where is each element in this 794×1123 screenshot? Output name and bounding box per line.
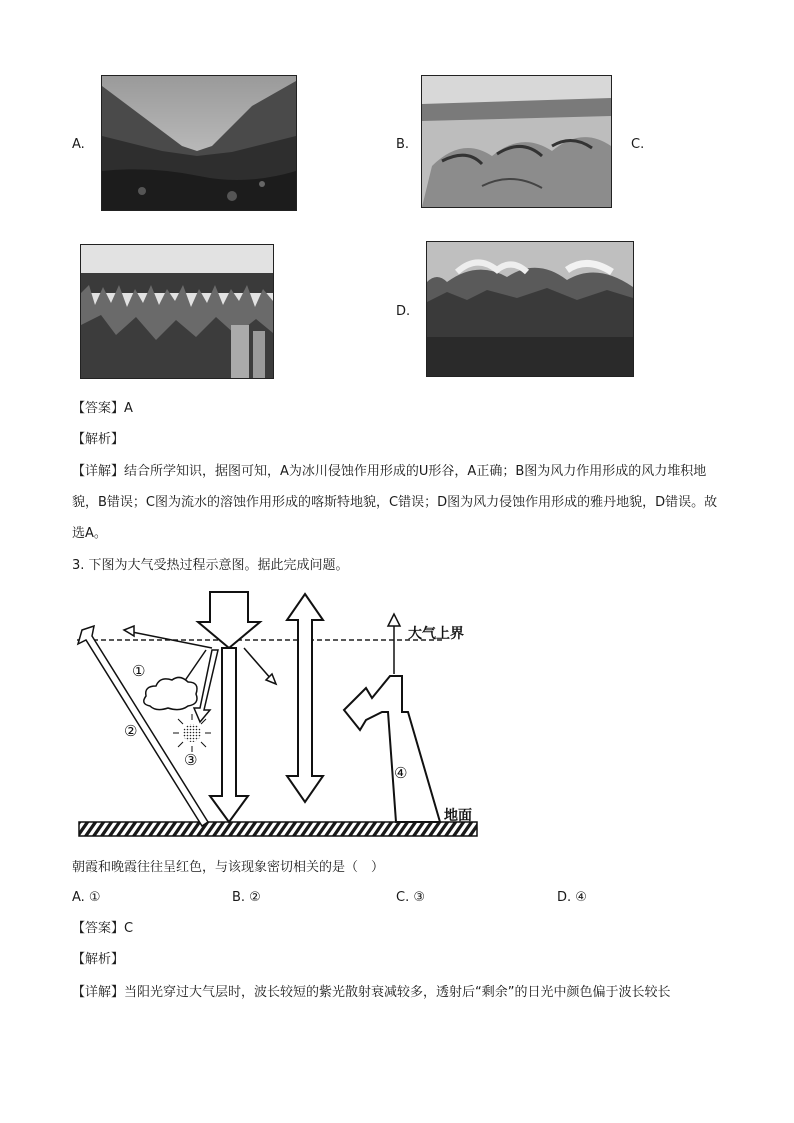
photo-karst	[80, 244, 274, 379]
label-num-1: ①	[132, 662, 146, 680]
analysis-tag-1: 【解析】	[72, 432, 125, 447]
detail-paragraph-1	[72, 456, 722, 549]
answer-tag: 【答案】	[72, 921, 125, 936]
detail-text: 当阳光穿过大气层时，波长较短的紫光散射衰减较多，透射后“剩余”的日光中颜色偏于波长较长	[124, 985, 671, 1000]
detail-tag: 【详解】	[72, 985, 125, 1000]
analysis-tag-2: 【解析】	[72, 952, 125, 967]
direct-radiation-arrow	[210, 648, 248, 822]
cloud-icon	[144, 677, 197, 709]
detail-tag: 【详解】	[72, 464, 125, 479]
choice-b: B. ②	[232, 890, 261, 905]
choice-c: C. ③	[396, 890, 425, 905]
answer-tag: 【答案】	[72, 401, 125, 416]
question-3-intro: 3. 下图为大气受热过程示意图。据此完成问题。	[72, 558, 349, 573]
answer-line-2	[72, 919, 133, 939]
answer-line-1	[72, 399, 133, 419]
label-num-2: ②	[124, 722, 138, 740]
option-label-a: A.	[72, 137, 85, 152]
scatter-particles-icon	[183, 724, 201, 742]
choice-d: D. ④	[557, 890, 587, 905]
photo-dunes	[421, 75, 612, 208]
answer-value: A	[124, 401, 133, 416]
ground-radiation-arrow	[344, 676, 440, 822]
label-ground: 地面	[444, 808, 472, 824]
choice-a: A. ①	[72, 890, 101, 905]
option-label-c: C.	[631, 137, 645, 152]
answer-value: C	[124, 921, 134, 936]
photo-yardang	[426, 241, 634, 377]
atmosphere-heating-diagram	[72, 590, 482, 840]
question-3-stem: 朝霞和晚霞往往呈红色，与该现象密切相关的是（ ）	[72, 860, 385, 875]
label-atmosphere-top: 大气上界	[408, 626, 464, 642]
scatter-arrow	[194, 650, 218, 722]
label-num-4: ④	[394, 764, 408, 782]
option-label-d: D.	[396, 304, 411, 319]
label-num-3: ③	[184, 751, 198, 769]
photo-u-valley	[101, 75, 297, 211]
ground-bar	[79, 822, 477, 836]
ground-atmosphere-radiation-arrow	[287, 594, 323, 802]
detail-text: 结合所学知识，据图可知，A为冰川侵蚀作用形成的U形谷，A正确；B图为风力作用形成的风力堆积地貌，B错误；C图为流水的溶蚀作用形成的喀斯特地貌，C错误；D图为风力侵蚀作用形成的雅丹地貌，D错误。故选A。	[72, 464, 718, 541]
option-label-b: B.	[396, 137, 410, 152]
detail-paragraph-2	[72, 983, 671, 1003]
